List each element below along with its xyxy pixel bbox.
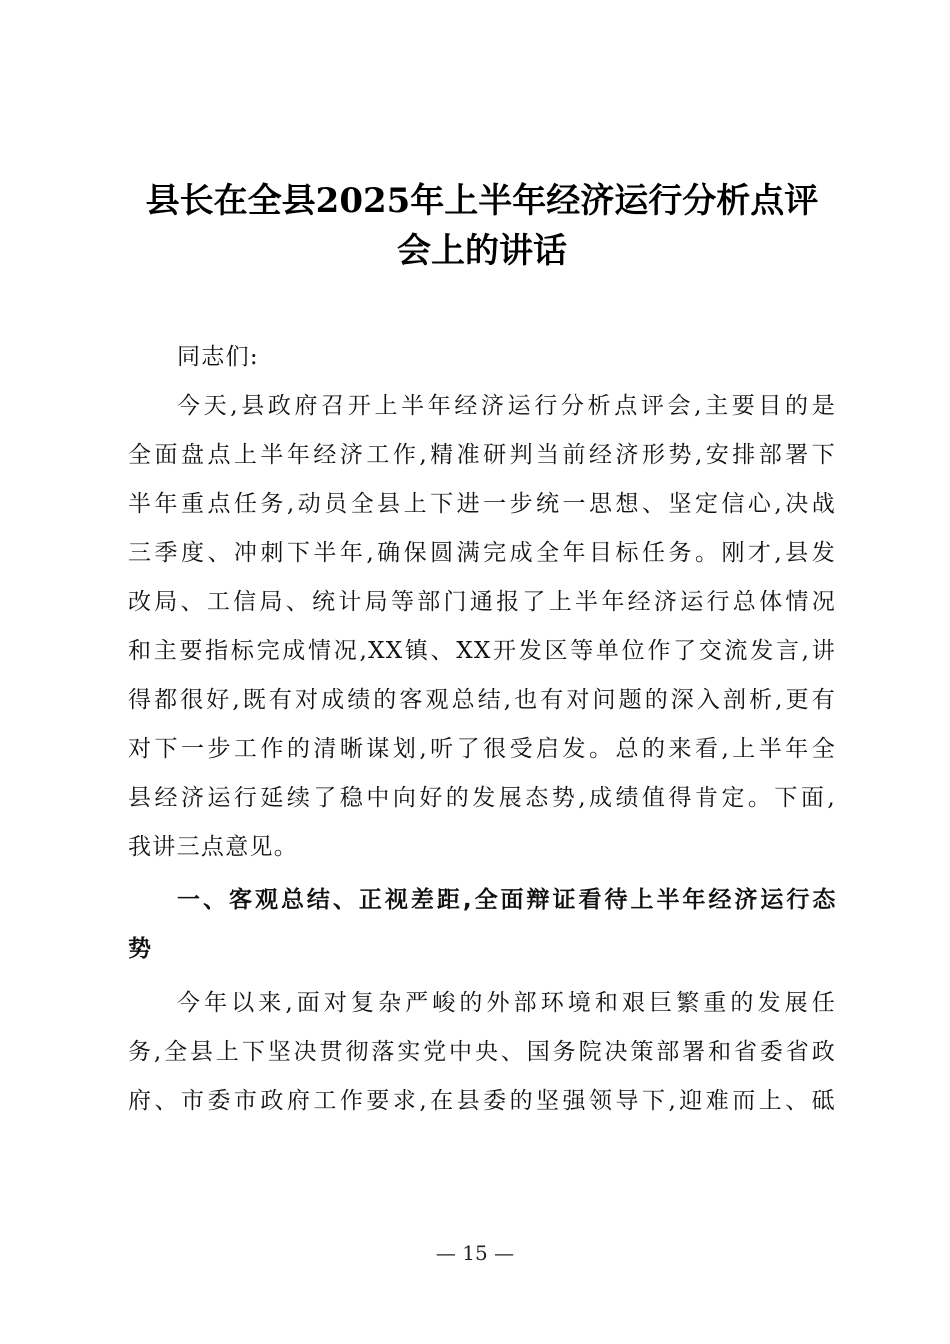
page-number: — 15 — bbox=[435, 1241, 515, 1265]
document-title bbox=[128, 176, 836, 276]
paragraph-1-line: 和主要指标完成情况,XX镇、XX开发区等单位作了交流发言,讲 bbox=[128, 638, 836, 664]
paragraph-2-line: 府、市委市政府工作要求,在县委的坚强领导下,迎难而上、砥 bbox=[128, 1088, 836, 1114]
section-1-heading-line: 势 bbox=[128, 936, 152, 962]
paragraph-1-line: 今天,县政府召开上半年经济运行分析点评会,主要目的是 bbox=[177, 393, 836, 419]
paragraph-1-line: 得都很好,既有对成绩的客观总结,也有对问题的深入剖析,更有 bbox=[128, 687, 836, 713]
paragraph-1-line: 改局、工信局、统计局等部门通报了上半年经济运行总体情况 bbox=[128, 589, 836, 615]
title-line-1: 县长在全县2025年上半年经济运行分析点评 bbox=[145, 181, 819, 221]
title-line-2: 会上的讲话 bbox=[397, 231, 567, 271]
paragraph-1-line: 我讲三点意见。 bbox=[128, 834, 299, 860]
paragraph-2-line: 务,全县上下坚决贯彻落实党中央、国务院决策部署和省委省政 bbox=[128, 1039, 836, 1065]
paragraph-2-line: 今年以来,面对复杂严峻的外部环境和艰巨繁重的发展任 bbox=[177, 990, 836, 1016]
paragraph-1-line: 三季度、冲刺下半年,确保圆满完成全年目标任务。刚才,县发 bbox=[128, 540, 836, 566]
paragraph-1-line: 对下一步工作的清晰谋划,听了很受启发。总的来看,上半年全 bbox=[128, 736, 836, 762]
paragraph-1-line: 全面盘点上半年经济工作,精准研判当前经济形势,安排部署下 bbox=[128, 442, 836, 468]
paragraph-1-line: 半年重点任务,动员全县上下进一步统一思想、坚定信心,决战 bbox=[128, 491, 836, 517]
salutation: 同志们: bbox=[177, 344, 259, 370]
section-1-heading-line: 一、客观总结、正视差距,全面辩证看待上半年经济运行态 bbox=[177, 887, 836, 913]
paragraph-1-line: 县经济运行延续了稳中向好的发展态势,成绩值得肯定。下面, bbox=[128, 785, 836, 811]
